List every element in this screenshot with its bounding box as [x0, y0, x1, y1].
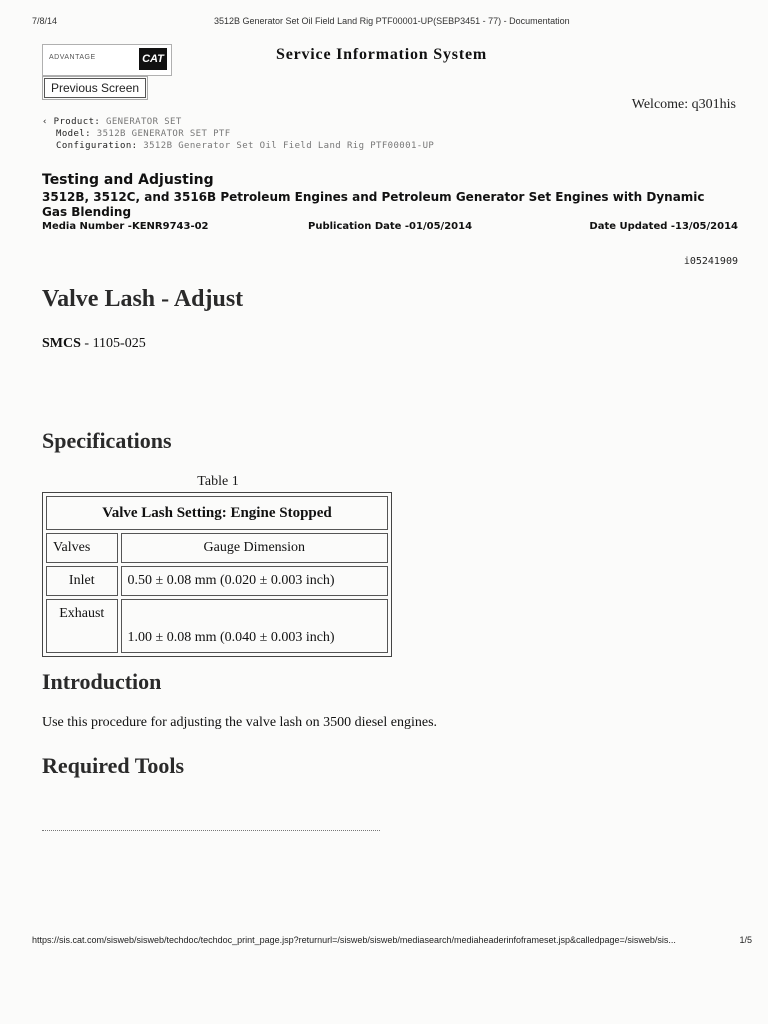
smcs-label: SMCS [42, 336, 81, 351]
print-title: 3512B Generator Set Oil Field Land Rig PTF00001-UP(SEBP3451 - 77) - Documentation [214, 16, 570, 26]
column-header-gauge: Gauge Dimension [121, 533, 388, 563]
page-number: 1/5 [739, 935, 752, 945]
specifications-heading: Specifications [42, 428, 172, 453]
model-label: Model: [56, 129, 91, 139]
document-id: i05241909 [683, 256, 738, 267]
table-caption: Table 1 [197, 474, 239, 489]
dimension-cell: 1.00 ± 0.08 mm (0.040 ± 0.003 inch) [121, 599, 388, 653]
introduction-heading: Introduction [42, 669, 162, 694]
previous-screen-button[interactable]: Previous Screen [44, 78, 146, 98]
introduction-text: Use this procedure for adjusting the valve lash on 3500 diesel engines. [42, 715, 438, 730]
document-subtitle: 3512B, 3512C, and 3516B Petroleum Engines and Petroleum Generator Set Engines with Dynamic Gas Blending [42, 190, 705, 219]
welcome-text: Welcome: q301his [631, 97, 736, 112]
product-line [42, 117, 182, 127]
smcs-value: - 1105-025 [80, 336, 146, 351]
table-header-row [46, 533, 388, 563]
model-line [56, 129, 231, 139]
dimension-cell: 0.50 ± 0.08 mm (0.020 ± 0.003 inch) [121, 566, 388, 596]
model-value: 3512B GENERATOR SET PTF [96, 129, 231, 139]
table-row [46, 599, 388, 653]
date-updated: Date Updated -13/05/2014 [589, 221, 738, 232]
footer-url: https://sis.cat.com/sisweb/sisweb/techdoc/techdoc_print_page.jsp?returnurl=/sisweb/sisweb/mediasearch/mediaheaderinfoframeset.jsp&calledpage=/sisweb/sis... [32, 935, 676, 945]
logo-text: ADVANTAGE [49, 54, 96, 61]
valve-lash-table [42, 492, 392, 657]
section-title: Testing and Adjusting [42, 172, 214, 188]
configuration-label: Configuration: [56, 141, 138, 151]
print-date: 7/8/14 [32, 16, 58, 26]
configuration-value: 3512B Generator Set Oil Field Land Rig PTF00001-UP [143, 141, 435, 151]
product-value: GENERATOR SET [106, 117, 182, 127]
cat-logo [42, 44, 172, 76]
media-number: Media Number -KENR9743-02 [42, 221, 209, 232]
valve-cell: Inlet [46, 566, 118, 596]
collapse-arrow-icon[interactable]: ‹ [42, 117, 48, 127]
required-tools-heading: Required Tools [42, 753, 185, 778]
page-title: Valve Lash - Adjust [42, 286, 244, 312]
publication-date: Publication Date -01/05/2014 [308, 221, 473, 232]
table-title: Valve Lash Setting: Engine Stopped [46, 496, 388, 530]
divider [42, 830, 380, 831]
smcs-code [42, 336, 146, 352]
table-title-row [46, 496, 388, 530]
column-header-valves: Valves [46, 533, 118, 563]
cat-logo-mark: CAT [139, 48, 167, 70]
app-title: Service Information System [276, 46, 487, 63]
table-row [46, 566, 388, 596]
product-label: Product: [53, 117, 101, 127]
valve-cell: Exhaust [46, 599, 118, 653]
configuration-line [56, 141, 434, 151]
